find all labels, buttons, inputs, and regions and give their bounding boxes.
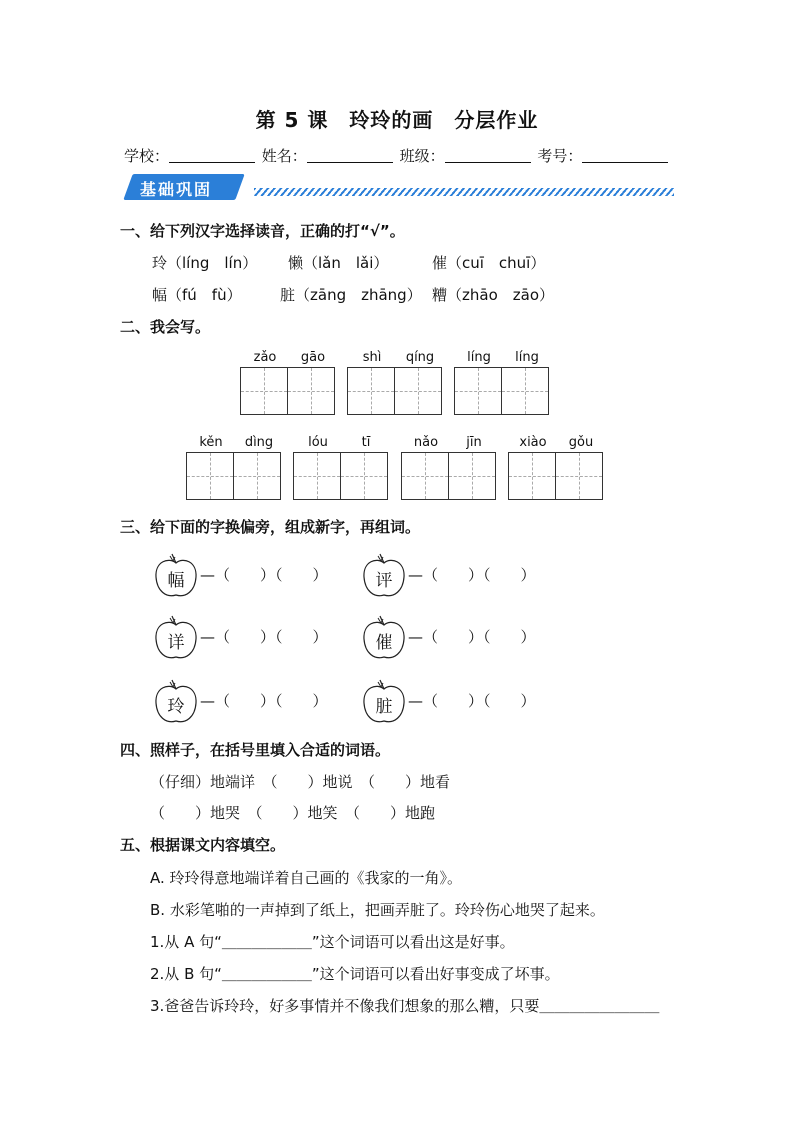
answer-blanks[interactable]: —（ ）（ ） <box>408 566 536 584</box>
name-label: 姓名： <box>261 147 307 165</box>
q1-heading: 一、给下列汉字选择读音，正确的打“√”。 <box>120 222 405 240</box>
writing-cell[interactable] <box>233 452 281 500</box>
school-field[interactable] <box>169 148 255 163</box>
q5-sentence-a: A. 玲玲得意地端详着自己画的《我家的一角》。 <box>150 869 463 887</box>
pinyin-label: shì <box>362 350 382 365</box>
answer-blanks[interactable]: —（ ）（ ） <box>200 566 328 584</box>
apple-character: 脏 <box>375 697 393 717</box>
q5-heading: 五、根据课文内容填空。 <box>120 836 286 854</box>
apple-character: 玲 <box>167 697 185 717</box>
pinyin-label: gǒu <box>568 435 594 450</box>
pinyin-label: xiào <box>519 435 547 450</box>
q5-question-1: 1.从 A 句“＿＿＿＿＿＿”这个词语可以看出这是好事。 <box>150 933 515 951</box>
writing-cell[interactable] <box>555 452 603 500</box>
writing-cell[interactable] <box>454 367 502 415</box>
q4-row: （ ）地哭 （ ）地笑 （ ）地跑 <box>150 804 436 822</box>
name-field[interactable] <box>307 148 393 163</box>
apple-icon <box>361 615 407 661</box>
pinyin-label: líng <box>467 350 491 365</box>
apple-character: 详 <box>167 633 185 653</box>
writing-cell[interactable] <box>347 367 395 415</box>
q3-heading: 三、给下面的字换偏旁，组成新字，再组词。 <box>120 518 421 536</box>
apple-character: 评 <box>375 571 393 591</box>
apple-character: 幅 <box>167 571 185 591</box>
pinyin-label: qíng <box>405 350 435 365</box>
page-title: 第 5 课 玲玲的画 分层作业 <box>255 108 539 132</box>
writing-cell[interactable] <box>394 367 442 415</box>
q1-item: 脏（zāng zhāng） <box>280 286 422 304</box>
school-label: 学校： <box>124 147 170 165</box>
writing-grid[interactable] <box>401 452 496 500</box>
writing-cell[interactable] <box>287 367 335 415</box>
q1-item: 幅（fú fù） <box>152 286 242 304</box>
q1-item: 玲（líng lín） <box>152 254 258 272</box>
apple-icon <box>361 679 407 725</box>
writing-grid[interactable] <box>454 367 549 415</box>
student-info-line <box>124 145 670 166</box>
section-banner <box>118 172 678 204</box>
writing-grid[interactable] <box>293 452 388 500</box>
class-field[interactable] <box>445 148 531 163</box>
pinyin-label: tī <box>361 435 371 450</box>
apple-icon <box>361 553 407 599</box>
writing-cell[interactable] <box>401 452 449 500</box>
q4-row: （仔细）地端详 （ ）地说 （ ）地看 <box>150 773 451 791</box>
q5-question-3: 3.爸爸告诉玲玲，好多事情并不像我们想象的那么糟，只要＿＿＿＿＿＿＿＿ <box>150 997 660 1015</box>
writing-cell[interactable] <box>186 452 234 500</box>
answer-blanks[interactable]: —（ ）（ ） <box>408 692 536 710</box>
banner-label: 基础巩固 <box>140 180 213 199</box>
answer-blanks[interactable]: —（ ）（ ） <box>200 628 328 646</box>
q4-heading: 四、照样子，在括号里填入合适的词语。 <box>120 741 391 759</box>
writing-grid[interactable] <box>186 452 281 500</box>
writing-cell[interactable] <box>240 367 288 415</box>
pinyin-label: zǎo <box>253 350 277 365</box>
pinyin-label: lóu <box>308 435 328 450</box>
q1-item: 催（cuī chuī） <box>432 254 546 272</box>
q2-heading: 二、我会写。 <box>120 318 211 336</box>
class-label: 班级： <box>399 147 445 165</box>
writing-grid[interactable] <box>508 452 603 500</box>
pinyin-label: nǎo <box>413 435 439 450</box>
q5-question-2: 2.从 B 句“＿＿＿＿＿＿”这个词语可以看出好事变成了坏事。 <box>150 965 560 983</box>
pinyin-label: jīn <box>466 435 482 450</box>
q5-sentence-b: B. 水彩笔啪的一声掉到了纸上，把画弄脏了。玲玲伤心地哭了起来。 <box>150 901 605 919</box>
q1-item: 懒（lǎn lǎi） <box>288 254 389 272</box>
pinyin-label: gāo <box>300 350 326 365</box>
apple-icon <box>153 615 199 661</box>
pinyin-label: kěn <box>199 435 223 450</box>
apple-icon <box>153 553 199 599</box>
writing-grid[interactable] <box>347 367 442 415</box>
exam-no-field[interactable] <box>582 148 668 163</box>
apple-icon <box>153 679 199 725</box>
answer-blanks[interactable]: —（ ）（ ） <box>408 628 536 646</box>
pinyin-label: líng <box>515 350 539 365</box>
writing-cell[interactable] <box>508 452 556 500</box>
writing-grid[interactable] <box>240 367 335 415</box>
answer-blanks[interactable]: —（ ）（ ） <box>200 692 328 710</box>
apple-character: 催 <box>375 633 393 653</box>
q1-item: 糟（zhāo zāo） <box>432 286 554 304</box>
banner-hatch-decoration <box>254 188 674 196</box>
exam-no-label: 考号： <box>537 147 583 165</box>
writing-cell[interactable] <box>293 452 341 500</box>
writing-cell[interactable] <box>501 367 549 415</box>
writing-cell[interactable] <box>448 452 496 500</box>
writing-cell[interactable] <box>340 452 388 500</box>
pinyin-label: dìng <box>244 435 274 450</box>
